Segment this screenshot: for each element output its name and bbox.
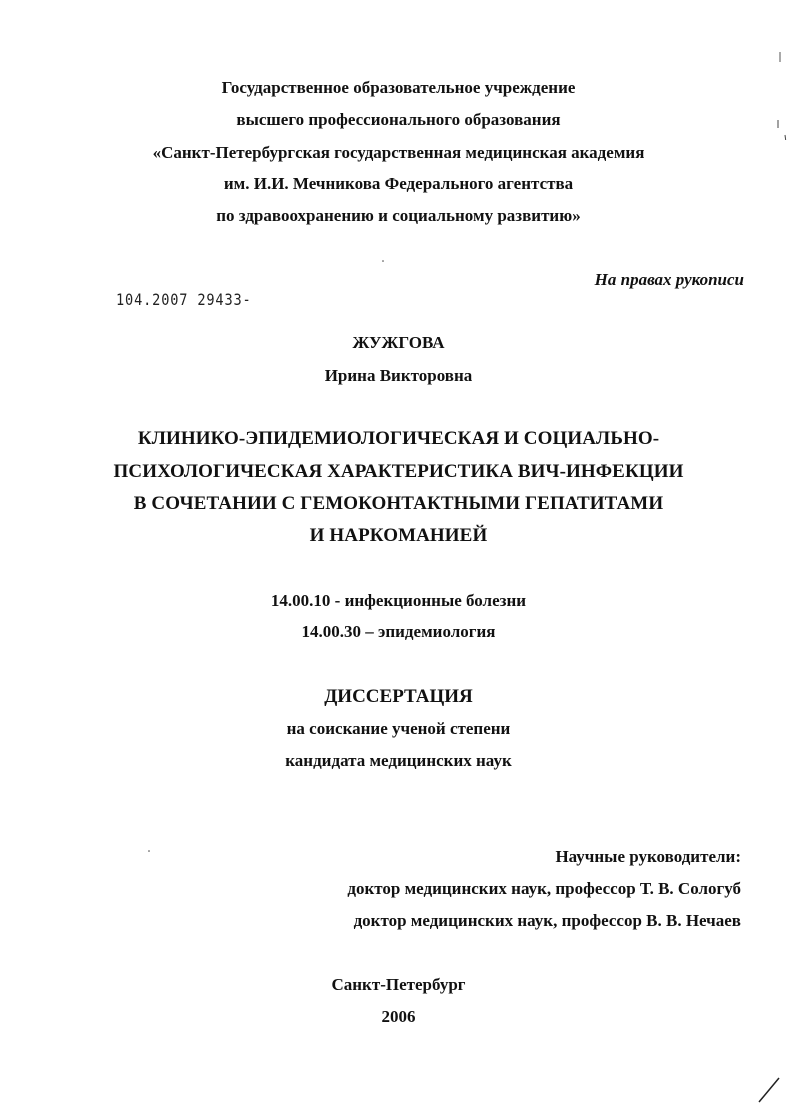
- work-type-line-2: кандидата медицинских наук: [285, 751, 512, 770]
- thesis-title-line-4: И НАРКОМАНИЕЙ: [309, 525, 488, 546]
- scan-edge-marks: [770, 50, 790, 140]
- institution-line-4: им. И.И. Мечникова Федерального агентства: [223, 174, 574, 193]
- institution-line-5: по здравоохранению и социальному развитию»: [216, 206, 581, 225]
- author-given-names: Ирина Викторовна: [324, 366, 473, 385]
- specialty-line-2: 14.00.30 – эпидемиология: [301, 622, 496, 641]
- institution-line-1: Государственное образовательное учреждение: [221, 78, 576, 97]
- thesis-title-line-1: КЛИНИКО-ЭПИДЕМИОЛОГИЧЕСКАЯ И СОЦИАЛЬНО-: [137, 428, 660, 449]
- scan-dot: [380, 258, 386, 264]
- institution-line-3: «Санкт-Петербургская государственная медицинская академия: [152, 143, 645, 162]
- place: Санкт-Петербург: [331, 975, 466, 994]
- thesis-title-line-2: ПСИХОЛОГИЧЕСКАЯ ХАРАКТЕРИСТИКА ВИЧ-ИНФЕКЦИИ: [113, 461, 684, 482]
- supervisors-heading: Научные руководители:: [555, 847, 741, 866]
- author-surname: ЖУЖГОВА: [352, 333, 445, 352]
- pen-stroke-mark: [755, 1075, 785, 1105]
- supervisor-2: доктор медицинских наук, профессор В. В. Нечаев: [353, 911, 741, 930]
- specialty-line-1: 14.00.10 - инфекционные болезни: [270, 591, 527, 610]
- thesis-title-line-3: В СОЧЕТАНИИ С ГЕМОКОНТАКТНЫМИ ГЕПАТИТАМИ: [133, 493, 664, 514]
- archive-stamp-number: 104.2007 29433-: [116, 290, 252, 309]
- supervisor-1: доктор медицинских наук, профессор Т. В. Сологуб: [347, 879, 741, 898]
- rights-note: На правах рукописи: [594, 270, 744, 289]
- work-type-heading: ДИССЕРТАЦИЯ: [324, 686, 473, 707]
- scan-dot: [146, 848, 152, 854]
- institution-line-2: высшего профессионального образования: [236, 110, 561, 129]
- work-type-line-1: на соискание ученой степени: [286, 719, 511, 738]
- year: 2006: [381, 1007, 416, 1026]
